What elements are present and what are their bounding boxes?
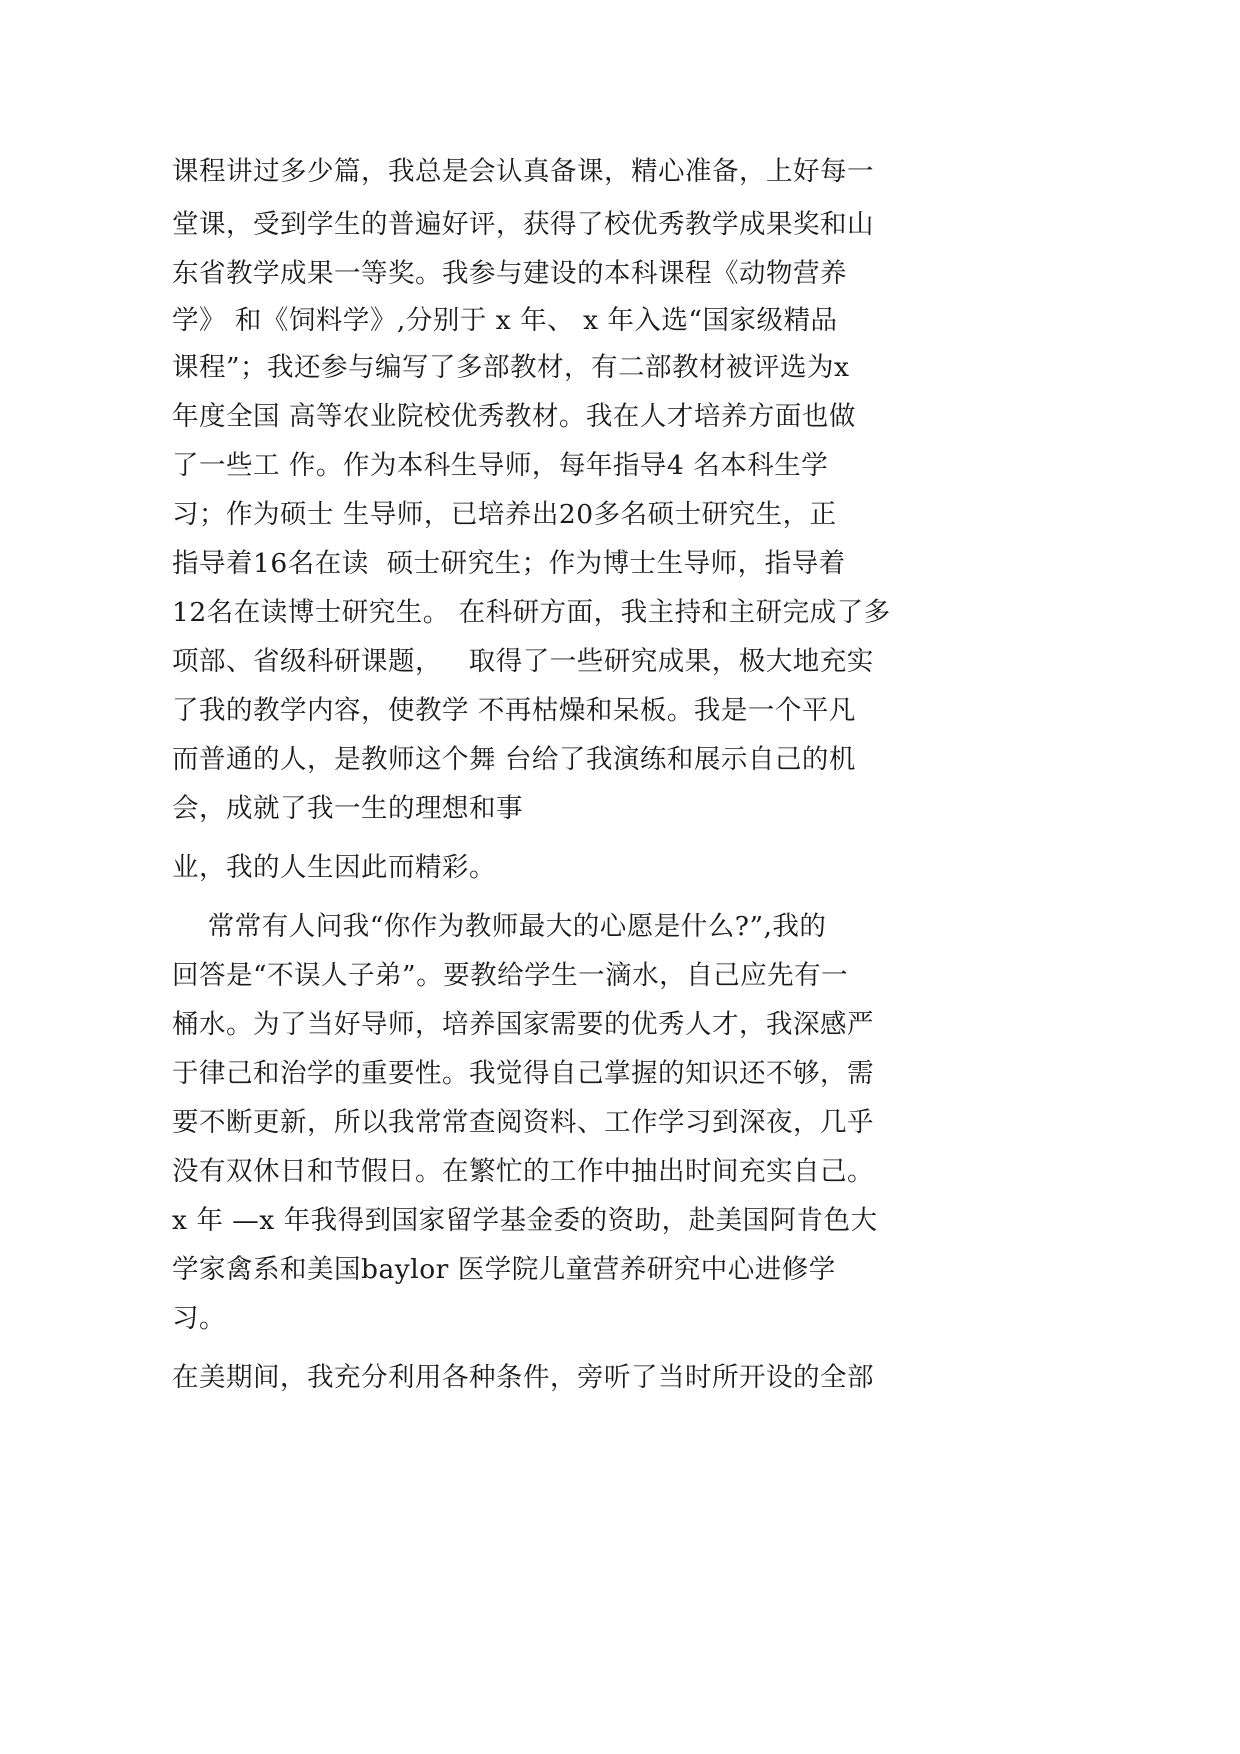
text-line: 课程”；我还参与编写了多部教材，有二部教材被评选为x [172,352,850,383]
text-line: 学家禽系和美国baylor 医学院儿童营养研究中心进修学 [172,1254,836,1285]
text-line: 习；作为硕士 生导师，已培养出20多名硕士研究生，正 [172,499,837,530]
text-line: 回答是“不误人子弟”。要教给学生一滴水，自己应先有一 [172,960,849,991]
text-line: 东省教学成果一等奖。我参与建设的本科课程《动物营养 [172,258,847,289]
text-line: 没有双休日和节假日。在繁忙的工作中抽出时间充实自己。 [172,1156,874,1187]
text-line: 项部、省级科研课题， 取得了一些研究成果，极大地充实 [172,646,874,677]
text-line: 了一些工 作。作为本科生导师，每年指导4 名本科生学 [172,450,829,481]
text-line: x 年 —x 年我得到国家留学基金委的资助，赴美国阿肯色大 [172,1205,878,1236]
text-line: 指导着16名在读 硕士研究生；作为博士生导师，指导着 [172,548,846,579]
text-line: 年度全国 高等农业院校优秀教材。我在人才培养方面也做 [172,401,856,432]
text-line: 堂课，受到学生的普遍好评，获得了校优秀教学成果奖和山 [172,209,874,240]
text-line: 课程讲过多少篇，我总是会认真备课，精心准备，上好每一 [172,156,874,187]
text-line: 学》 和《饲料学》,分别于 x 年、 x 年入选“国家级精品 [172,305,838,336]
text-line: 习。 [172,1303,226,1334]
text-line: 桶水。为了当好导师，培养国家需要的优秀人才，我深感严 [172,1009,874,1040]
text-line: 会，成就了我一生的理想和事 [172,793,523,824]
text-line: 于律己和治学的重要性。我觉得自己掌握的知识还不够，需 [172,1058,874,1089]
text-line: 常常有人问我“你作为教师最大的心愿是什么?”,我的 [172,911,827,942]
text-line: 12名在读博士研究生。 在科研方面，我主持和主研完成了多 [172,597,891,628]
text-line: 了我的教学内容，使教学 不再枯燥和呆板。我是一个平凡 [172,695,856,726]
text-line: 业，我的人生因此而精彩。 [172,852,496,883]
text-line: 而普通的人，是教师这个舞 台给了我演练和展示自己的机 [172,744,856,775]
text-line: 在美期间，我充分利用各种条件，旁听了当时所开设的全部 [172,1362,874,1393]
text-line: 要不断更新，所以我常常查阅资料、工作学习到深夜，几乎 [172,1107,874,1138]
